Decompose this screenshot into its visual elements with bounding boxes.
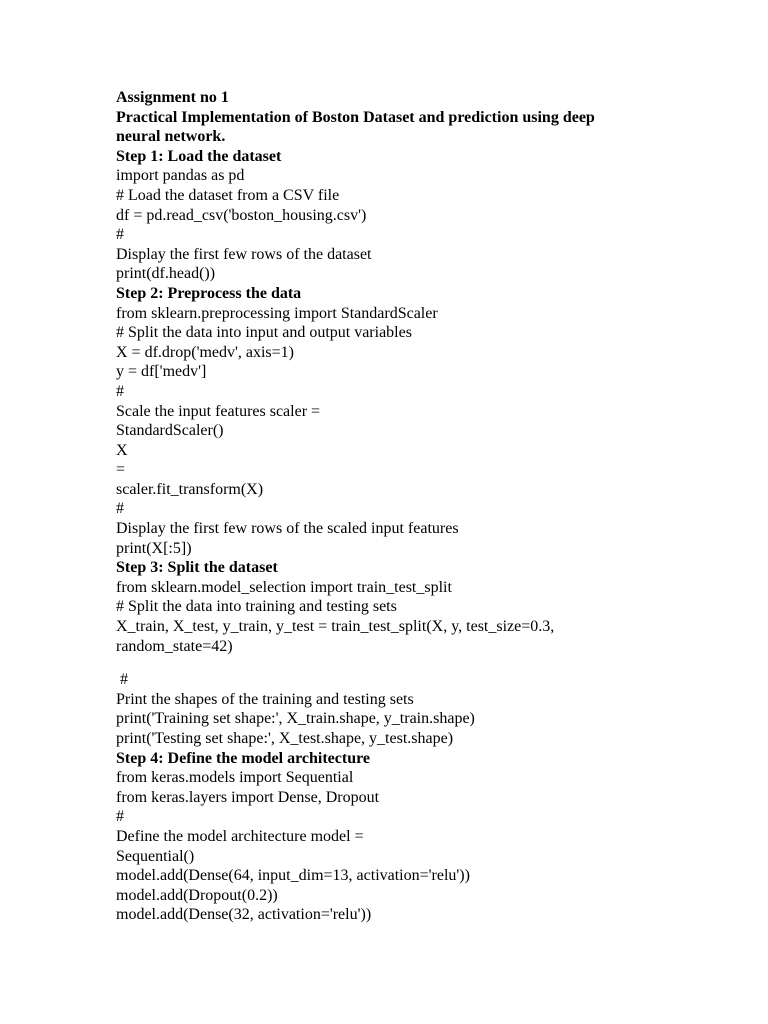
step-heading: Step 3: Split the dataset — [116, 559, 278, 577]
document-subtitle: Practical Implementation of Boston Dataset and prediction using deep neural network. — [116, 108, 599, 146]
text-line: Display the first few rows of the dataset — [116, 245, 372, 263]
document-body — [116, 88, 636, 925]
text-line: from sklearn.model_selection import train_test_split — [116, 578, 452, 596]
step-heading: Step 1: Load the dataset — [116, 147, 282, 165]
text-line: import pandas as pd — [116, 167, 245, 185]
text-line: StandardScaler() — [116, 422, 224, 440]
text-line: X_train, X_test, y_train, y_test = train_test_split(X, y, test_size=0.3, — [116, 618, 555, 636]
step-heading: Step 4: Define the model architecture — [116, 749, 371, 767]
text-line: X — [116, 441, 128, 459]
text-line: # Split the data into training and testing sets — [116, 598, 397, 616]
text-line: Define the model architecture model = — [116, 827, 364, 845]
text-line: Display the first few rows of the scaled input features — [116, 520, 459, 538]
step-heading: Step 2: Preprocess the data — [116, 284, 302, 302]
text-line: # — [116, 382, 124, 400]
text-line: # — [116, 226, 124, 244]
text-line: y = df['medv'] — [116, 363, 207, 381]
text-line: Sequential() — [116, 847, 195, 865]
text-line: # — [116, 500, 124, 518]
text-line: # — [116, 671, 128, 689]
text-line: print('Training set shape:', X_train.shape, y_train.shape) — [116, 710, 475, 728]
text-line: scaler.fit_transform(X) — [116, 480, 264, 498]
text-line: model.add(Dense(64, input_dim=13, activation='relu')) — [116, 867, 470, 885]
text-line: df = pd.read_csv('boston_housing.csv') — [116, 206, 367, 224]
text-line: # Load the dataset from a CSV file — [116, 186, 340, 204]
text-line: Print the shapes of the training and testing sets — [116, 690, 414, 708]
text-line: # Split the data into input and output variables — [116, 324, 412, 342]
text-line: random_state=42) — [116, 637, 233, 655]
text-line: Scale the input features scaler = — [116, 402, 321, 420]
document-lines — [116, 147, 636, 925]
text-line: print(X[:5]) — [116, 539, 192, 557]
text-line: print('Testing set shape:', X_test.shape, y_test.shape) — [116, 730, 454, 747]
text-line: = — [116, 461, 126, 479]
text-line: # — [116, 808, 124, 826]
text-line: from keras.layers import Dense, Dropout — [116, 788, 380, 806]
text-line: X = df.drop('medv', axis=1) — [116, 343, 294, 361]
document-title: Assignment no 1 — [116, 89, 229, 106]
text-line: model.add(Dense(32, activation='relu')) — [116, 906, 372, 924]
text-line: from sklearn.preprocessing import StandardScaler — [116, 304, 438, 322]
text-line: model.add(Dropout(0.2)) — [116, 886, 278, 904]
text-line: from keras.models import Sequential — [116, 769, 354, 787]
text-line: print(df.head()) — [116, 265, 216, 283]
